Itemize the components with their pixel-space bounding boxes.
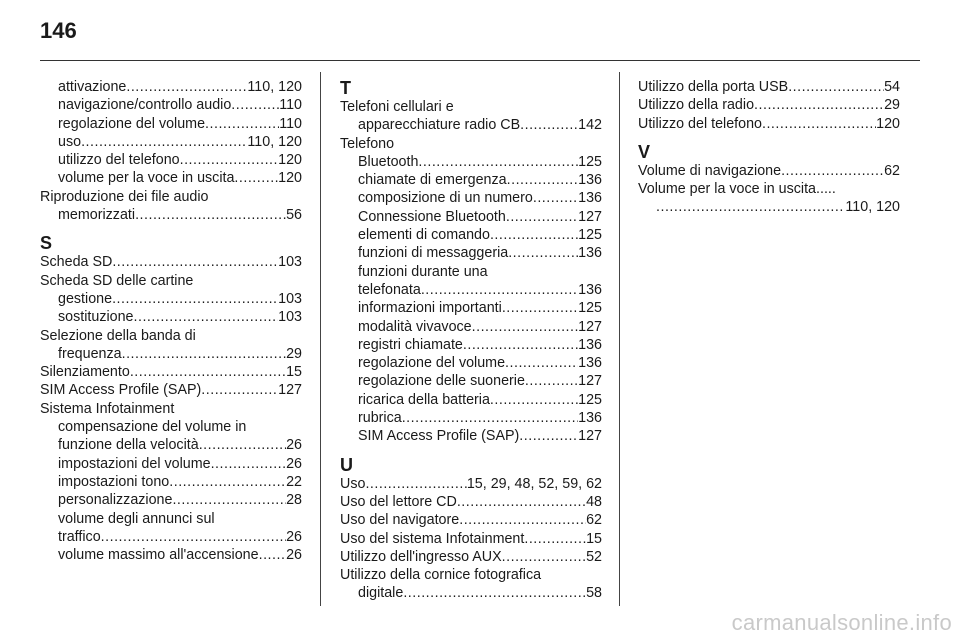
entry-label: modalità vivavoce (358, 318, 472, 335)
index-entry (40, 436, 302, 454)
entry-page-ref: 125 (578, 300, 602, 317)
dot-leader (502, 299, 578, 317)
index-entry (340, 409, 602, 427)
entry-label: Telefoni cellulari e (340, 99, 454, 115)
index-entry (340, 530, 602, 548)
entry-label: Bluetooth (358, 153, 419, 170)
index-entry (340, 336, 602, 354)
entry-label: Utilizzo dell'ingresso AUX (340, 548, 502, 565)
entry-page-ref: 136 (578, 336, 602, 353)
dot-leader (463, 336, 578, 354)
entry-page-ref: 15 (586, 530, 602, 547)
entry-page-ref: 48 (586, 493, 602, 510)
index-entry (638, 162, 900, 180)
dot-leader (234, 169, 278, 187)
entry-label: Uso (340, 475, 366, 492)
entry-page-ref: 120 (278, 152, 302, 169)
index-entry-text (40, 418, 302, 436)
index-entry (340, 171, 602, 189)
index-entry (340, 493, 602, 511)
index-entry (340, 354, 602, 372)
dot-leader (788, 78, 884, 96)
entry-page-ref: 56 (286, 207, 302, 224)
dot-leader (199, 436, 286, 454)
entry-label: Uso del sistema Infotainment (340, 530, 525, 547)
index-entry-text (40, 272, 302, 290)
index-entry (340, 584, 602, 602)
index-entry-text (340, 98, 602, 116)
entry-label: utilizzo del telefono (58, 152, 180, 169)
index-entry (40, 455, 302, 473)
index-entry-text (340, 566, 602, 584)
entry-page-ref: 103 (278, 290, 302, 307)
entry-label: Scheda SD (40, 254, 113, 271)
entry-label: regolazione delle suonerie (358, 373, 525, 390)
index-letter-heading: T (340, 78, 351, 98)
index-entry (40, 290, 302, 308)
index-entry (40, 133, 302, 151)
index-entry (638, 198, 900, 216)
entry-page-ref: 103 (278, 309, 302, 326)
entry-label: informazioni importanti (358, 300, 502, 317)
index-entry (40, 546, 302, 564)
column-divider (320, 72, 321, 606)
dot-leader (365, 475, 466, 493)
entry-label: volume per la voce in uscita (58, 170, 235, 187)
index-entry (638, 115, 900, 133)
entry-label: sostituzione (58, 309, 134, 326)
entry-label: elementi di comando (358, 227, 490, 244)
entry-label: funzione della velocità (58, 437, 199, 454)
dot-leader (507, 171, 579, 189)
dot-leader (169, 473, 286, 491)
entry-label: navigazione/controllo audio (58, 97, 232, 114)
entry-page-ref: 136 (578, 281, 602, 298)
dot-leader (502, 548, 586, 566)
entry-label: digitale (358, 585, 404, 602)
dot-leader (505, 354, 578, 372)
entry-label: frequenza (58, 345, 122, 362)
dot-leader (506, 208, 578, 226)
entry-label: Utilizzo della radio (638, 97, 755, 114)
index-entry (40, 96, 302, 114)
entry-label: Connessione Bluetooth (358, 208, 506, 225)
dot-leader (81, 133, 247, 151)
dot-leader (403, 584, 586, 602)
entry-page-ref: 127 (578, 208, 602, 225)
entry-label: memorizzati (58, 207, 136, 224)
dot-leader (172, 491, 286, 509)
index-entry (340, 244, 602, 262)
watermark: carmanualsonline.info (731, 610, 952, 635)
entry-label: composizione di un numero (358, 190, 533, 207)
index-entry (40, 473, 302, 491)
dot-leader (656, 198, 845, 216)
entry-label: traffico (58, 528, 101, 545)
entry-label: SIM Access Profile (SAP) (358, 428, 520, 445)
entry-label: impostazioni del volume (58, 455, 211, 472)
entry-label: apparecchiature radio CB (358, 117, 521, 134)
entry-page-ref: 58 (586, 585, 602, 602)
index-entry (340, 548, 602, 566)
entry-page-ref: 29 (884, 97, 900, 114)
dot-leader (508, 244, 578, 262)
index-entry-text (340, 263, 602, 281)
index-entry (340, 372, 602, 390)
dot-leader (519, 427, 578, 445)
entry-label: attivazione (58, 79, 127, 95)
dot-leader (180, 151, 279, 169)
dot-leader (781, 162, 884, 180)
column-divider (619, 72, 620, 606)
index-entry (40, 363, 302, 381)
page-number: 146 (40, 18, 77, 43)
entry-label: chiamate di emergenza (358, 172, 507, 189)
index-entry (340, 299, 602, 317)
entry-page-ref: 127 (578, 428, 602, 445)
dot-leader (418, 153, 578, 171)
entry-page-ref: 29 (286, 345, 302, 362)
dot-leader (459, 511, 586, 529)
entry-page-ref: 28 (286, 492, 302, 509)
entry-label: regolazione del volume (58, 115, 206, 132)
entry-label: volume degli annunci sul (58, 510, 215, 527)
entry-label: impostazioni tono (58, 473, 170, 490)
entry-label: Uso del lettore CD (340, 493, 457, 510)
entry-label: Volume per la voce in uscita..... (638, 181, 836, 198)
entry-page-ref: 110, 120 (247, 79, 302, 95)
dot-leader (231, 96, 279, 114)
dot-leader (762, 115, 876, 133)
index-entry (40, 491, 302, 509)
entry-label: personalizzazione (58, 492, 173, 509)
entry-page-ref: 26 (286, 455, 302, 472)
entry-page-ref: 136 (578, 410, 602, 427)
entry-label: volume massimo all'accensione (58, 547, 259, 564)
entry-label: Silenziamento (40, 364, 130, 381)
dot-leader (134, 308, 279, 326)
entry-label: regolazione del volume (358, 355, 506, 372)
index-entry (340, 475, 602, 493)
entry-label: rubrica (358, 410, 402, 427)
entry-label: Utilizzo del telefono (638, 115, 762, 132)
entry-page-ref: 26 (286, 547, 302, 564)
index-column-3 (638, 78, 900, 217)
entry-page-ref: 142 (578, 117, 602, 134)
index-letter-heading: V (638, 141, 651, 162)
dot-leader (130, 363, 286, 381)
dot-leader (490, 226, 578, 244)
dot-leader (525, 372, 578, 390)
index-entry (40, 253, 302, 271)
entry-page-ref: 52 (586, 548, 602, 565)
entry-page-ref: 110 (279, 97, 302, 114)
entry-page-ref: 110, 120 (247, 133, 302, 150)
index-entry-text (638, 180, 900, 198)
index-entry (638, 78, 900, 96)
index-entry (340, 116, 602, 134)
index-entry (340, 318, 602, 336)
entry-label: Volume di navigazione (638, 162, 782, 179)
dot-leader (490, 391, 578, 409)
entry-page-ref: 110, 120 (845, 199, 900, 216)
entry-label: Riproduzione dei file audio (40, 188, 209, 205)
entry-label: Scheda SD delle cartine (40, 272, 194, 289)
index-entry (40, 151, 302, 169)
entry-page-ref: 54 (884, 79, 900, 95)
index-entry (638, 96, 900, 114)
entry-label: Sistema Infotainment (40, 400, 175, 417)
index-entry (340, 153, 602, 171)
index-entry (40, 528, 302, 546)
dot-leader (259, 546, 287, 564)
entry-page-ref: 127 (278, 382, 302, 399)
dot-leader (421, 281, 578, 299)
entry-page-ref: 125 (578, 391, 602, 408)
entry-page-ref: 26 (286, 528, 302, 545)
entry-page-ref: 15, 29, 48, 52, 59, 62 (466, 475, 602, 492)
entry-label: Selezione della banda di (40, 327, 196, 344)
entry-page-ref: 120 (876, 115, 900, 132)
dot-leader (457, 493, 586, 511)
index-entry (340, 189, 602, 207)
index-entry (340, 281, 602, 299)
entry-label: Telefono (340, 135, 395, 152)
index-entry (40, 78, 302, 96)
entry-label: Utilizzo della cornice fotografica (340, 567, 542, 584)
entry-label: funzioni di messaggeria (358, 245, 509, 262)
entry-label: Utilizzo della porta USB (638, 79, 789, 95)
entry-label: registri chiamate (358, 336, 463, 353)
entry-page-ref: 136 (578, 355, 602, 372)
entry-page-ref: 136 (578, 245, 602, 262)
dot-leader (533, 189, 578, 207)
entry-page-ref: 127 (578, 318, 602, 335)
entry-page-ref: 125 (578, 227, 602, 244)
dot-leader (520, 116, 578, 134)
dot-leader (205, 115, 279, 133)
entry-label: compensazione del volume in (58, 419, 247, 436)
dot-leader (135, 206, 286, 224)
dot-leader (211, 455, 287, 473)
dot-leader (101, 528, 286, 546)
header-rule (40, 60, 920, 61)
dot-leader (524, 530, 586, 548)
index-letter-heading: S (40, 233, 53, 254)
index-entry (340, 208, 602, 226)
index-entry (40, 115, 302, 133)
index-entry (340, 427, 602, 445)
index-entry-text (40, 400, 302, 418)
index-entry (40, 381, 302, 399)
entry-page-ref: 62 (884, 162, 900, 179)
index-column-1 (40, 78, 302, 564)
index-entry-text (40, 510, 302, 528)
entry-label: uso (58, 133, 82, 150)
entry-label: telefonata (358, 281, 421, 298)
dot-leader (201, 381, 278, 399)
entry-page-ref: 110 (279, 115, 302, 132)
dot-leader (122, 345, 287, 363)
index-column-2 (340, 78, 602, 603)
entry-page-ref: 136 (578, 190, 602, 207)
entry-label: gestione (58, 290, 113, 307)
entry-page-ref: 103 (278, 254, 302, 271)
index-entry (40, 169, 302, 187)
index-entry-text (340, 135, 602, 153)
index-entry-text (40, 188, 302, 206)
dot-leader (402, 409, 578, 427)
dot-leader (112, 290, 278, 308)
entry-label: ricarica della batteria (358, 391, 490, 408)
entry-page-ref: 15 (286, 364, 302, 381)
index-entry (40, 308, 302, 326)
entry-label: Uso del navigatore (340, 512, 460, 529)
entry-page-ref: 22 (286, 473, 302, 490)
dot-leader (754, 96, 884, 114)
index-entry-text (40, 327, 302, 345)
entry-page-ref: 120 (278, 170, 302, 187)
entry-label: funzioni durante una (358, 263, 488, 280)
index-entry (40, 206, 302, 224)
entry-page-ref: 127 (578, 373, 602, 390)
index-entry (340, 226, 602, 244)
index-entry (40, 345, 302, 363)
index-letter-heading: U (340, 454, 353, 475)
entry-label: SIM Access Profile (SAP) (40, 382, 202, 399)
index-entry (340, 511, 602, 529)
entry-page-ref: 62 (586, 512, 602, 529)
dot-leader (472, 318, 579, 336)
dot-leader (112, 253, 278, 271)
dot-leader (126, 78, 247, 96)
entry-page-ref: 136 (578, 172, 602, 189)
entry-page-ref: 26 (286, 437, 302, 454)
index-entry (340, 391, 602, 409)
entry-page-ref: 125 (578, 153, 602, 170)
